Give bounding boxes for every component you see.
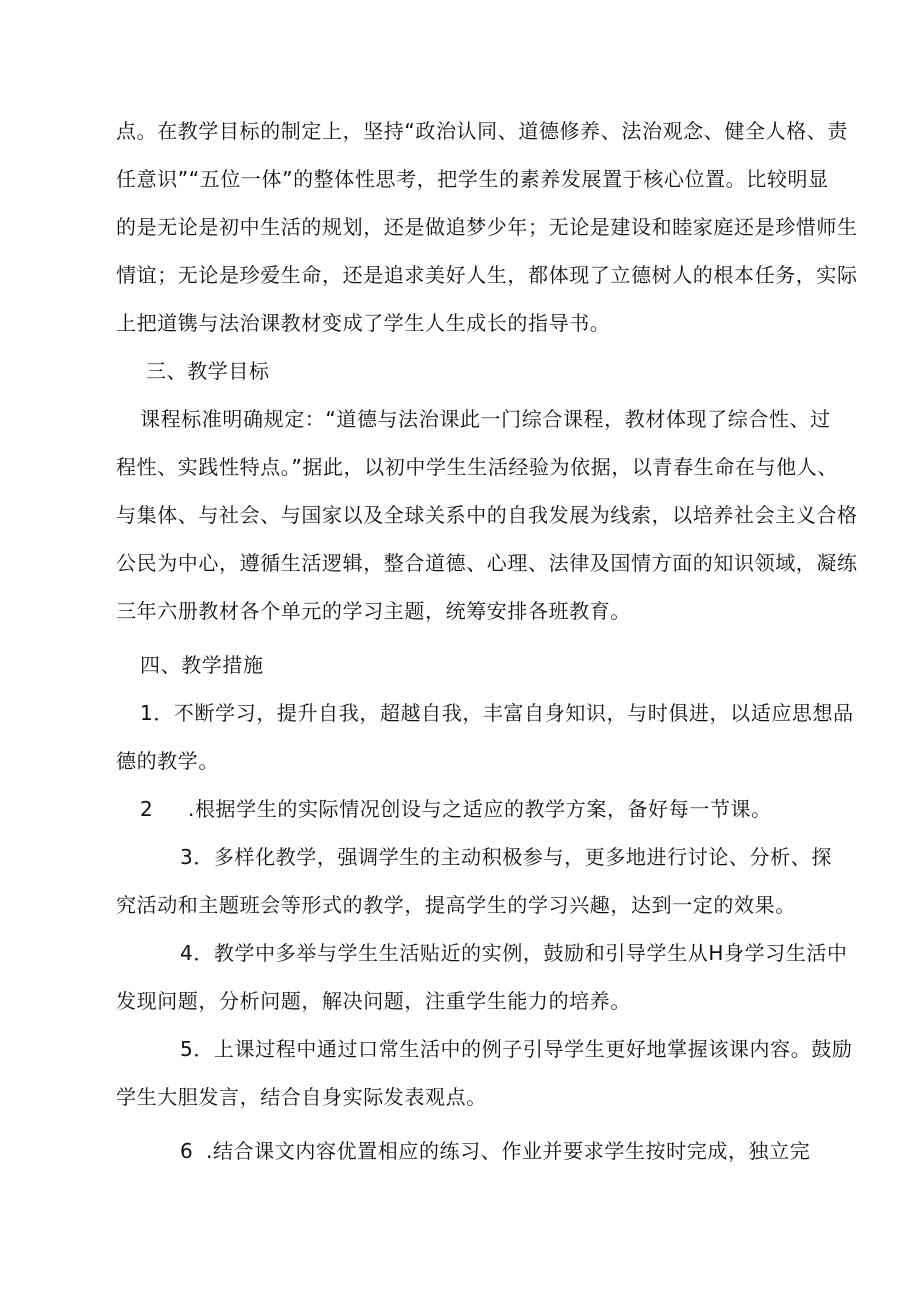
list-item-line: 究活动和主题班会等形式的教学，提高学生的学习兴趣，达到一定的效果。 xyxy=(116,893,796,917)
list-item-line: 5．上课过程中通过口常生活中的例子引导学生更好地掌握该课内容。鼓励 xyxy=(180,1037,853,1061)
paragraph-line: 公民为中心，遵循生活逻辑，整合道德、心理、法律及国情方面的知识领域，凝练 xyxy=(116,551,858,575)
list-item-line: 学生大胆发言，结合自身实际发表观点。 xyxy=(116,1085,487,1109)
paragraph-line: 与集体、与社会、与国家以及全球关系中的自我发展为线索，以培养社会主义合格 xyxy=(116,503,858,527)
paragraph-line: 任意识”“五位一体”的整体性思考，把学生的素养发展置于核心位置。比较明显 xyxy=(116,167,829,191)
list-item-line: 3．多样化教学，强调学生的主动积极参与，更多地进行讨论、分析、探 xyxy=(180,845,832,869)
paragraph-line: 点。在教学目标的制定上，坚持“政治认同、道德修养、法治观念、健全人格、责 xyxy=(116,119,848,143)
section-heading: 三、教学目标 xyxy=(146,359,270,383)
paragraph-line: 上把道镌与法治课教材变成了学生人生成长的指导书。 xyxy=(116,311,611,335)
list-item-number: 2 xyxy=(140,797,154,821)
list-item-line: 4．教学中多举与学生生活贴近的实例，鼓励和引导学生从H身学习生活中 xyxy=(180,941,848,965)
list-item-line: 德的教学。 xyxy=(116,749,219,773)
list-item-line: 1．不断学习，提升自我，超越自我，丰富自身知识，与时俱进，以适应思想品 xyxy=(140,701,854,725)
paragraph-line: 课程标准明确规定：“道德与法治课此一门综合课程，教材体现了综合性、过 xyxy=(140,407,831,431)
list-item-line: .结合课文内容优置相应的练习、作业并要求学生按时完成，独立完 xyxy=(206,1139,811,1163)
list-item-line: .根据学生的实际情况创设与之适应的教学方案，备好每一节课。 xyxy=(188,797,772,821)
paragraph-line: 情谊；无论是珍爱生命，还是追求美好人生，都体现了立德树人的根本任务，实际 xyxy=(116,263,858,287)
list-item-line: 发现问题，分析问题，解决问题，注重学生能力的培养。 xyxy=(116,989,631,1013)
section-heading: 四、教学措施 xyxy=(140,653,264,677)
paragraph-line: 三年六册教材各个单元的学习主题，统筹安排各班教育。 xyxy=(116,599,631,623)
list-item-number: 6 xyxy=(180,1139,194,1163)
paragraph-line: 程性、实践性特点。”据此，以初中学生生活经验为依据，以青春生命在与他人、 xyxy=(116,455,838,479)
paragraph-line: 的是无论是初中生活的规划，还是做追梦少年；无论是建设和睦家庭还是珍惜师生 xyxy=(116,215,858,239)
